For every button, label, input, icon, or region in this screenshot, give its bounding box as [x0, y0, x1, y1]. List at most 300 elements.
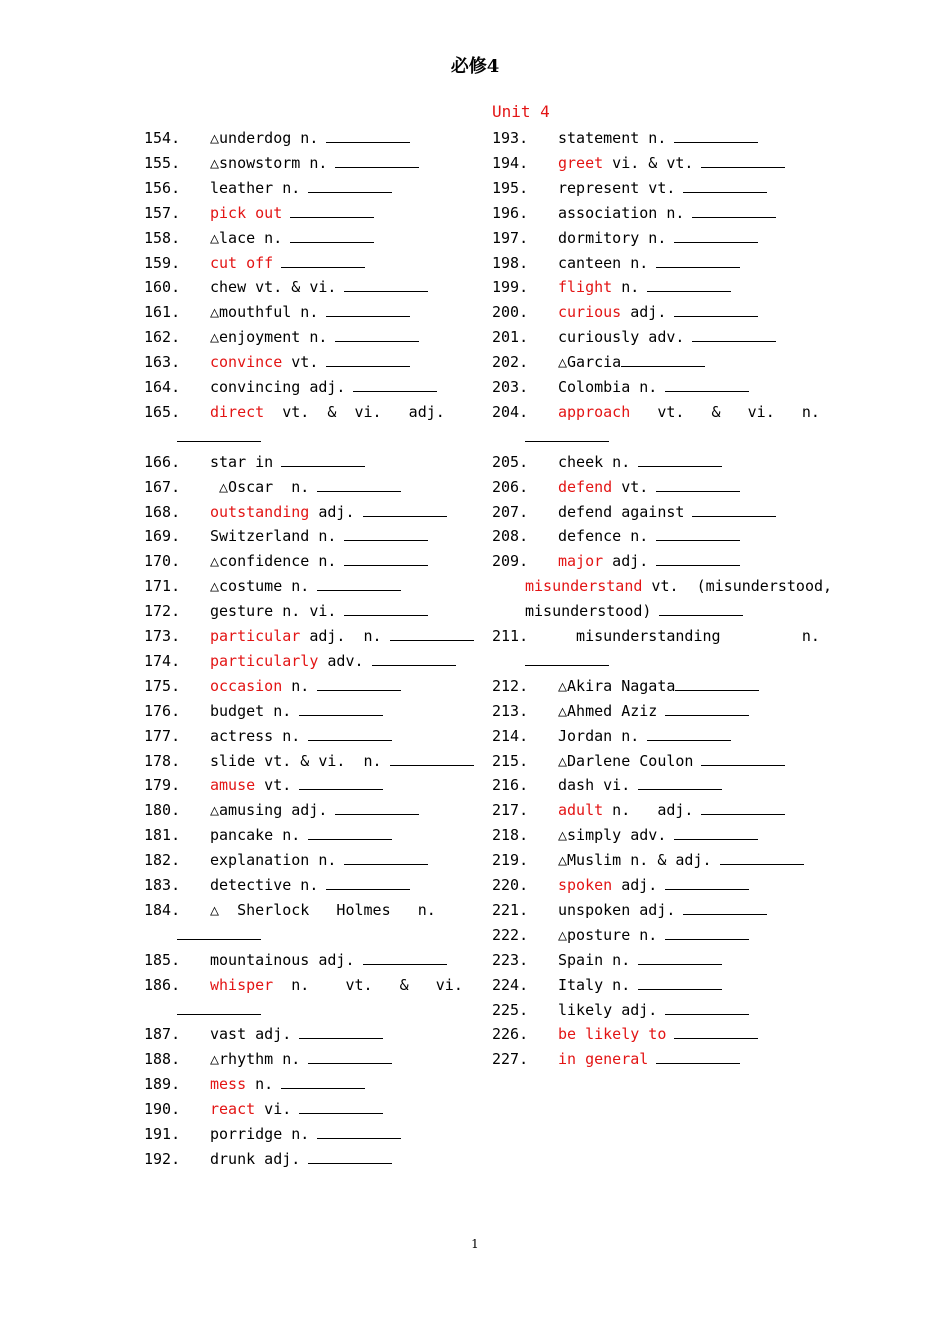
answer-blank[interactable]: [344, 276, 428, 292]
answer-blank[interactable]: [308, 824, 392, 840]
answer-blank[interactable]: [525, 650, 609, 666]
item-number: 218.: [492, 826, 529, 845]
term-text: △snowstorm n.: [210, 153, 328, 172]
vocab-row: [492, 475, 740, 499]
vocab-row-continuation: [525, 649, 609, 673]
term-text: adj. n.: [300, 627, 382, 645]
term-text: vt.: [282, 353, 319, 372]
item-number: 215.: [492, 751, 529, 770]
item-number: 201.: [492, 328, 529, 347]
answer-blank[interactable]: [692, 501, 776, 517]
answer-blank[interactable]: [308, 1148, 392, 1164]
item-number: 184.: [144, 900, 181, 919]
vocab-row: [144, 1047, 392, 1071]
key-term: in general: [558, 1050, 649, 1069]
vocab-row: [492, 848, 804, 872]
term-text: star in: [210, 452, 274, 471]
answer-blank[interactable]: [363, 949, 447, 965]
vocab-row: [144, 500, 447, 524]
vocab-row: [144, 176, 392, 200]
vocab-row: [144, 1122, 401, 1146]
vocab-row: [525, 574, 832, 598]
item-number: 211.: [492, 627, 529, 645]
term-text: mountainous adj.: [210, 950, 355, 969]
item-number: 173.: [144, 627, 181, 645]
vocab-row: [492, 450, 722, 474]
key-term: cut off: [210, 253, 274, 272]
term-text: △costume n.: [210, 577, 310, 596]
key-term: direct: [210, 402, 265, 421]
vocab-row: [492, 151, 785, 175]
vocab-row: [525, 599, 743, 623]
key-term: mess: [210, 1075, 247, 1094]
vocab-row: [492, 773, 722, 797]
vocab-row: [144, 724, 392, 748]
item-number: 181.: [144, 826, 181, 845]
vocab-row: [492, 674, 759, 698]
answer-blank[interactable]: [525, 426, 609, 442]
vocab-row: [144, 973, 463, 997]
answer-blank[interactable]: [656, 525, 740, 541]
item-number: 157.: [144, 203, 181, 222]
key-term: react: [210, 1100, 256, 1119]
answer-blank[interactable]: [674, 127, 758, 143]
vocab-row: [144, 350, 410, 374]
term-text: misunderstanding n.: [558, 627, 820, 645]
answer-blank[interactable]: [390, 625, 474, 641]
vocab-row: [144, 151, 419, 175]
vocab-row-continuation: [177, 998, 261, 1022]
vocab-row-continuation: [177, 923, 261, 947]
vocab-row: [144, 1072, 365, 1096]
term-text: Switzerland n.: [210, 527, 337, 546]
vocab-row: [492, 350, 705, 374]
answer-blank[interactable]: [656, 476, 740, 492]
term-text: adj.: [603, 552, 649, 571]
vocab-row: [492, 500, 776, 524]
item-number: 155.: [144, 153, 181, 172]
item-number: 194.: [492, 153, 529, 172]
answer-blank[interactable]: [372, 650, 456, 666]
vocab-row: [492, 823, 758, 847]
item-number: 163.: [144, 353, 181, 372]
term-text: △confidence n.: [210, 552, 337, 571]
term-text: Jordan n.: [558, 726, 640, 745]
item-number: 164.: [144, 378, 181, 396]
vocab-row: [144, 375, 437, 399]
vocab-row: [492, 898, 767, 922]
key-term: whisper: [210, 975, 274, 994]
key-term: adult: [558, 801, 604, 820]
item-number: 183.: [144, 876, 181, 894]
item-number: 193.: [492, 129, 529, 147]
answer-blank[interactable]: [177, 426, 261, 442]
answer-blank[interactable]: [647, 276, 731, 292]
answer-blank[interactable]: [674, 227, 758, 243]
item-number: 206.: [492, 477, 529, 496]
answer-blank[interactable]: [701, 750, 785, 766]
answer-blank[interactable]: [344, 525, 428, 541]
item-number: 196.: [492, 203, 529, 222]
item-number: 185.: [144, 950, 181, 969]
item-number: 213.: [492, 701, 529, 720]
term-text: △simply adv.: [558, 826, 667, 845]
vocab-row: [144, 823, 392, 847]
vocab-row: [144, 275, 428, 299]
answer-blank[interactable]: [659, 600, 743, 616]
item-number: 169.: [144, 527, 181, 546]
item-number: 192.: [144, 1149, 181, 1168]
answer-blank[interactable]: [683, 899, 767, 915]
term-text: Italy n.: [558, 975, 631, 994]
page-title: 必修4: [450, 56, 500, 77]
answer-blank[interactable]: [665, 874, 749, 890]
term-text: pancake n.: [210, 826, 301, 845]
item-number: 165.: [144, 402, 181, 421]
answer-blank[interactable]: [363, 501, 447, 517]
item-number: 202.: [492, 353, 529, 372]
term-text: n.: [282, 676, 310, 695]
vocab-row: [144, 450, 365, 474]
term-text: △Ahmed Aziz: [558, 701, 658, 720]
term-text: n.: [246, 1075, 274, 1094]
answer-blank[interactable]: [335, 326, 419, 342]
key-term: major: [558, 552, 604, 571]
answer-blank[interactable]: [665, 700, 749, 716]
item-number: 179.: [144, 776, 181, 795]
answer-blank[interactable]: [344, 600, 428, 616]
key-term: particularly: [210, 651, 319, 670]
term-text: defend against: [558, 502, 685, 521]
vocab-row: [144, 475, 401, 499]
key-term: curious: [558, 303, 622, 322]
item-number: 197.: [492, 228, 529, 247]
term-text: gesture n. vi.: [210, 602, 337, 621]
vocab-row: [492, 226, 758, 250]
item-number: 207.: [492, 502, 529, 521]
answer-blank[interactable]: [656, 550, 740, 566]
term-text: vt. & vi. adj.: [264, 402, 445, 421]
item-number: 224.: [492, 975, 529, 994]
answer-blank[interactable]: [638, 974, 722, 990]
answer-blank[interactable]: [326, 127, 410, 143]
vocab-row: [492, 873, 749, 897]
term-text: n. vt. & vi.: [273, 975, 463, 994]
answer-blank[interactable]: [701, 799, 785, 815]
item-number: 159.: [144, 253, 181, 272]
vocab-row: [492, 549, 740, 573]
key-term: defend: [558, 477, 613, 496]
term-text: budget n.: [210, 701, 292, 720]
key-term: spoken: [558, 876, 613, 894]
answer-blank[interactable]: [317, 575, 401, 591]
term-text: dormitory n.: [558, 228, 667, 247]
vocab-row: [492, 176, 767, 200]
answer-blank[interactable]: [647, 725, 731, 741]
item-number: 212.: [492, 676, 529, 695]
answer-blank[interactable]: [177, 999, 261, 1015]
term-text: Colombia n.: [558, 378, 658, 396]
answer-blank[interactable]: [692, 326, 776, 342]
item-number: 217.: [492, 801, 529, 820]
vocab-row: [144, 898, 436, 922]
vocab-row: [492, 798, 785, 822]
item-number: 225.: [492, 1000, 529, 1019]
term-text: vt. (misunderstood,: [642, 577, 833, 596]
term-text: actress n.: [210, 726, 301, 745]
vocab-row: [492, 325, 776, 349]
vocab-row: [492, 251, 740, 275]
answer-blank[interactable]: [674, 301, 758, 317]
vocab-row-continuation: [525, 425, 609, 449]
vocab-row: [492, 998, 749, 1022]
answer-blank[interactable]: [290, 227, 374, 243]
term-text: △Garcia: [558, 353, 622, 372]
term-text: Spain n.: [558, 950, 631, 969]
vocab-row: [144, 798, 419, 822]
item-number: 199.: [492, 278, 529, 297]
term-text: △mouthful n.: [210, 303, 319, 322]
term-text: slide vt. & vi. n.: [210, 751, 382, 770]
vocab-row: [144, 300, 410, 324]
term-text: △Akira Nagata: [558, 676, 676, 695]
item-number: 162.: [144, 328, 181, 347]
vocab-row: [492, 724, 731, 748]
answer-blank[interactable]: [299, 700, 383, 716]
answer-blank[interactable]: [177, 924, 261, 940]
term-text: n.: [612, 278, 640, 297]
vocab-row: [144, 773, 383, 797]
vocab-row: [144, 226, 374, 250]
answer-blank[interactable]: [299, 1098, 383, 1114]
item-number: 176.: [144, 701, 181, 720]
term-text: canteen n.: [558, 253, 649, 272]
item-number: 189.: [144, 1075, 181, 1094]
vocab-row: [144, 599, 428, 623]
key-term: outstanding: [210, 502, 310, 521]
term-text: drunk adj.: [210, 1149, 301, 1168]
vocab-row: [144, 749, 474, 773]
answer-blank[interactable]: [326, 351, 410, 367]
vocab-row: [144, 848, 428, 872]
vocab-row: [492, 201, 776, 225]
vocab-row: [492, 624, 820, 648]
vocab-row: [144, 873, 410, 897]
answer-blank[interactable]: [290, 202, 374, 218]
vocab-row: [492, 973, 722, 997]
answer-blank[interactable]: [335, 152, 419, 168]
term-text: n. adj.: [603, 801, 694, 820]
item-number: 174.: [144, 651, 181, 670]
answer-blank[interactable]: [299, 774, 383, 790]
answer-blank[interactable]: [308, 725, 392, 741]
key-term: greet: [558, 153, 604, 172]
vocab-row: [144, 574, 401, 598]
term-text: chew vt. & vi.: [210, 278, 337, 297]
item-number: 177.: [144, 726, 181, 745]
item-number: 178.: [144, 751, 181, 770]
vocab-row: [492, 1022, 758, 1046]
term-text: △ Sherlock Holmes n.: [210, 900, 436, 919]
term-text: adv.: [318, 651, 364, 670]
answer-blank[interactable]: [390, 750, 474, 766]
vocab-row: [492, 948, 722, 972]
term-text: defence n.: [558, 527, 649, 546]
vocab-row: [144, 325, 419, 349]
term-text: △Muslim n. & adj.: [558, 851, 712, 870]
answer-blank[interactable]: [675, 675, 759, 691]
vocab-row: [144, 674, 401, 698]
vocab-row: [492, 923, 749, 947]
answer-blank[interactable]: [674, 1023, 758, 1039]
key-term: occasion: [210, 676, 283, 695]
item-number: 166.: [144, 452, 181, 471]
item-number: 182.: [144, 851, 181, 870]
vocab-row: [144, 201, 374, 225]
section-heading: Unit 4: [492, 102, 550, 121]
item-number: 172.: [144, 602, 181, 621]
vocab-row: [144, 699, 383, 723]
answer-blank[interactable]: [317, 1123, 401, 1139]
item-number: 187.: [144, 1025, 181, 1044]
answer-blank[interactable]: [317, 476, 401, 492]
vocab-row: [492, 524, 740, 548]
answer-blank[interactable]: [638, 451, 722, 467]
term-text: statement n.: [558, 129, 667, 147]
term-text: detective n.: [210, 876, 319, 894]
item-number: 180.: [144, 801, 181, 820]
item-number: 158.: [144, 228, 181, 247]
item-number: 198.: [492, 253, 529, 272]
item-number: 167.: [144, 477, 181, 496]
answer-blank[interactable]: [308, 1048, 392, 1064]
answer-blank[interactable]: [621, 351, 705, 367]
answer-blank[interactable]: [665, 376, 749, 392]
vocab-row: [144, 251, 365, 275]
term-text: misunderstood): [525, 602, 652, 621]
vocab-row: [144, 1022, 383, 1046]
key-term: approach: [558, 402, 631, 421]
answer-blank[interactable]: [638, 774, 722, 790]
item-number: 186.: [144, 975, 181, 994]
answer-blank[interactable]: [353, 376, 437, 392]
item-number: 168.: [144, 502, 181, 521]
term-text: adj.: [309, 502, 355, 521]
key-term: pick out: [210, 203, 283, 222]
answer-blank[interactable]: [281, 451, 365, 467]
answer-blank[interactable]: [656, 252, 740, 268]
vocab-row: [144, 1097, 383, 1121]
term-text: △posture n.: [558, 925, 658, 944]
item-number: 208.: [492, 527, 529, 546]
term-text: unspoken adj.: [558, 900, 676, 919]
answer-blank[interactable]: [720, 849, 804, 865]
term-text: vt.: [255, 776, 292, 795]
answer-blank[interactable]: [701, 152, 785, 168]
answer-blank[interactable]: [281, 252, 365, 268]
key-term: convince: [210, 353, 283, 372]
term-text: adj.: [612, 876, 658, 894]
answer-blank[interactable]: [692, 202, 776, 218]
answer-blank[interactable]: [308, 177, 392, 193]
answer-blank[interactable]: [638, 949, 722, 965]
vocab-row-continuation: [177, 425, 261, 449]
item-number: 216.: [492, 776, 529, 795]
answer-blank[interactable]: [335, 799, 419, 815]
answer-blank[interactable]: [326, 301, 410, 317]
answer-blank[interactable]: [299, 1023, 383, 1039]
term-text: vast adj.: [210, 1025, 292, 1044]
item-number: 154.: [144, 129, 181, 147]
term-text: △rhythm n.: [210, 1050, 301, 1069]
answer-blank[interactable]: [344, 550, 428, 566]
answer-blank[interactable]: [326, 874, 410, 890]
item-number: 171.: [144, 577, 181, 596]
term-text: vt. & vi. n.: [630, 402, 820, 421]
key-term: be likely to: [558, 1025, 667, 1044]
term-text: association n.: [558, 203, 685, 222]
item-number: 222.: [492, 925, 529, 944]
vocab-row: [144, 948, 447, 972]
item-number: 200.: [492, 303, 529, 322]
term-text: likely adj.: [558, 1000, 658, 1019]
item-number: 220.: [492, 876, 529, 894]
item-number: 170.: [144, 552, 181, 571]
answer-blank[interactable]: [665, 999, 749, 1015]
page-number: 1: [471, 1237, 479, 1251]
term-text: adj.: [621, 303, 667, 322]
answer-blank[interactable]: [683, 177, 767, 193]
answer-blank[interactable]: [344, 849, 428, 865]
term-text: △enjoyment n.: [210, 328, 328, 347]
answer-blank[interactable]: [317, 675, 401, 691]
term-text: porridge n.: [210, 1125, 310, 1143]
vocab-row: [144, 524, 428, 548]
term-text: △lace n.: [210, 228, 283, 247]
item-number: 195.: [492, 178, 529, 197]
answer-blank[interactable]: [674, 824, 758, 840]
item-number: 204.: [492, 402, 529, 421]
vocab-row: [492, 300, 758, 324]
item-number: 205.: [492, 452, 529, 471]
term-text: vi.: [255, 1100, 292, 1119]
term-text: vt.: [612, 477, 649, 496]
vocab-row: [492, 275, 731, 299]
vocab-row: [144, 1147, 392, 1171]
term-text: convincing adj.: [210, 378, 346, 396]
key-term: amuse: [210, 776, 256, 795]
vocab-row: [492, 749, 785, 773]
item-number: 226.: [492, 1025, 529, 1044]
vocab-row: [144, 549, 428, 573]
item-number: 219.: [492, 851, 529, 870]
item-number: 190.: [144, 1100, 181, 1119]
term-text: explanation n.: [210, 851, 337, 870]
answer-blank[interactable]: [281, 1073, 365, 1089]
key-term: misunderstand: [525, 577, 643, 596]
answer-blank[interactable]: [665, 924, 749, 940]
answer-blank[interactable]: [656, 1048, 740, 1064]
item-number: 175.: [144, 676, 181, 695]
item-number: 191.: [144, 1125, 181, 1143]
vocab-row: [492, 699, 749, 723]
vocab-row: [144, 624, 474, 648]
term-text: △Darlene Coulon: [558, 751, 694, 770]
item-number: 223.: [492, 950, 529, 969]
term-text: △underdog n.: [210, 129, 319, 147]
term-text: cheek n.: [558, 452, 631, 471]
item-number: 221.: [492, 900, 529, 919]
